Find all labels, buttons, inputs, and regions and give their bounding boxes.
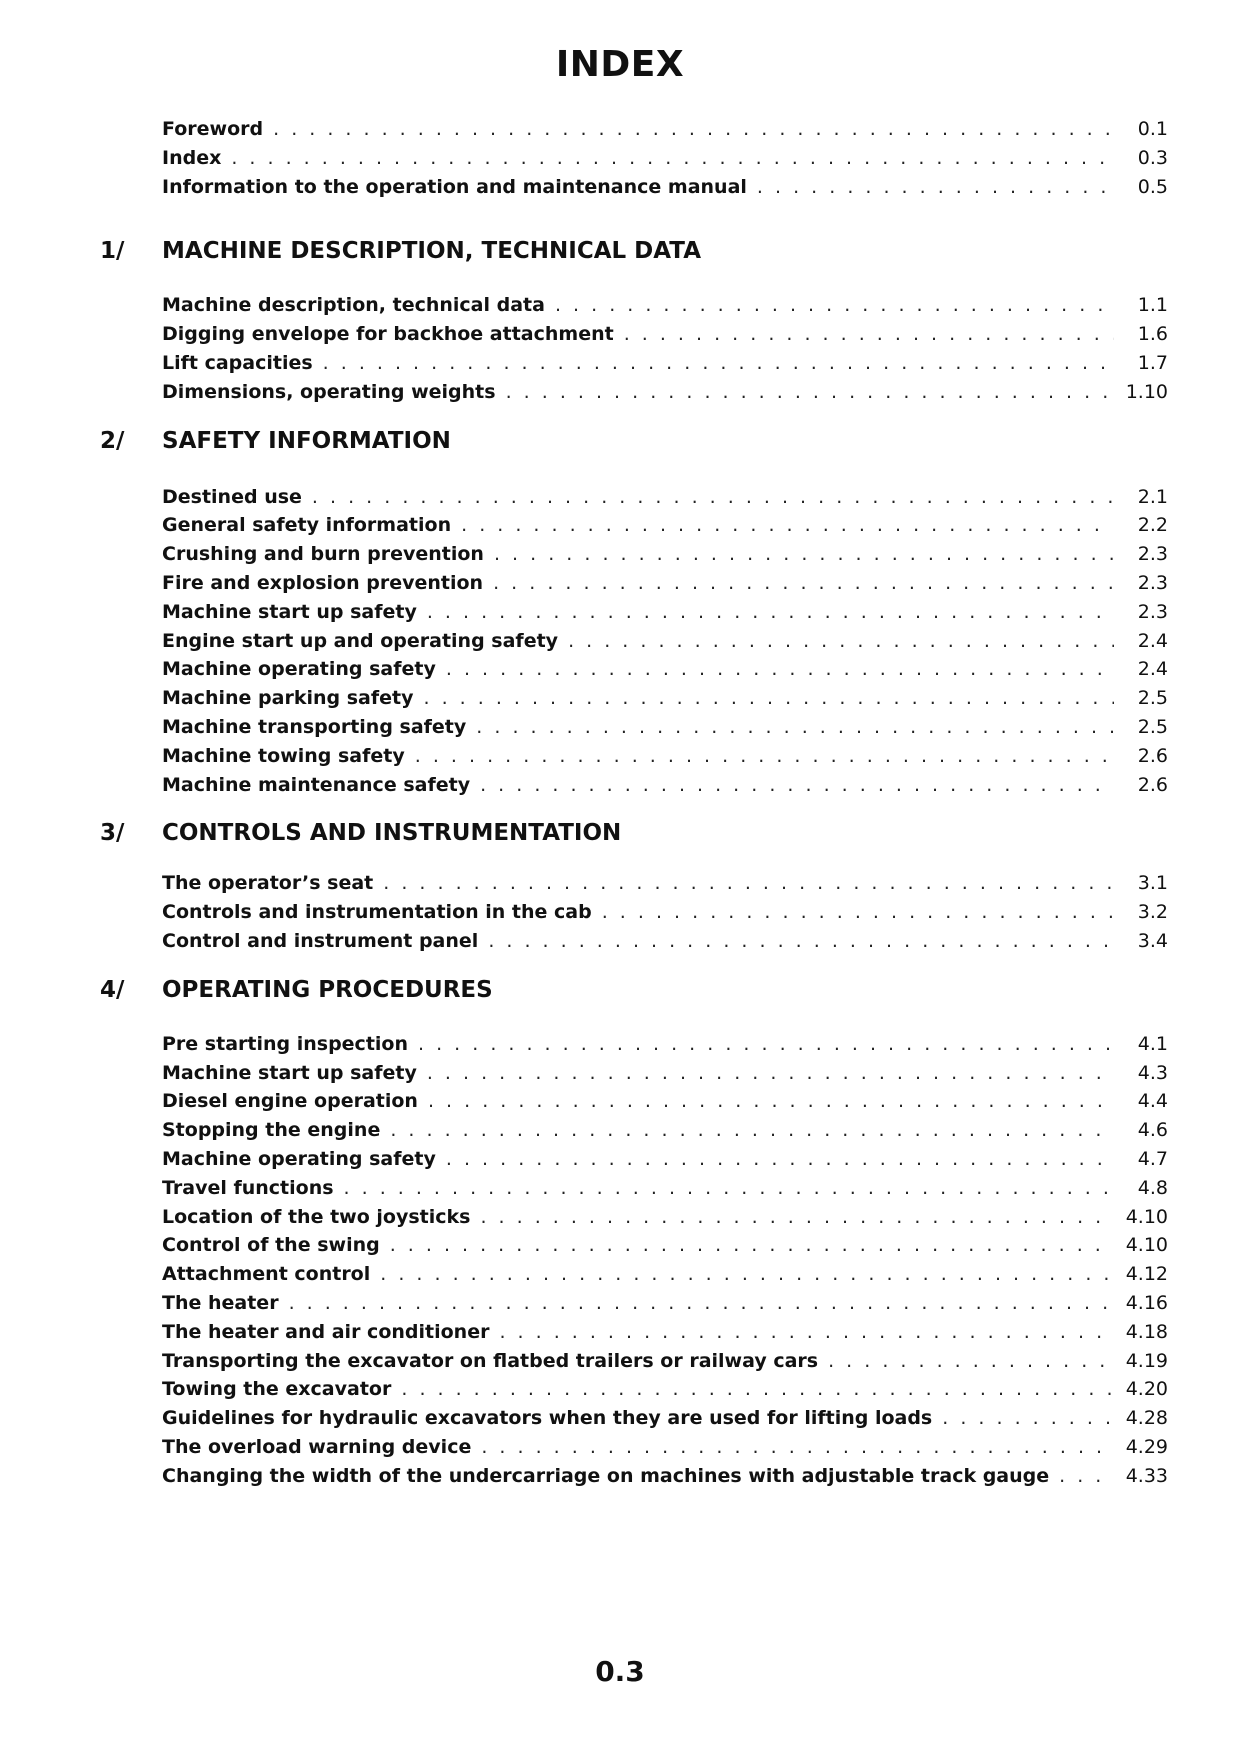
dot-leader	[488, 930, 1114, 952]
entry-label: Fire and explosion prevention	[162, 571, 484, 594]
entry-page: 1.1	[1137, 294, 1168, 317]
section-number: 3/	[100, 820, 125, 847]
toc-entry	[162, 1033, 1168, 1062]
entry-page: 1.10	[1125, 380, 1168, 403]
entry-page: 2.4	[1137, 629, 1168, 652]
dot-leader	[415, 745, 1114, 767]
section-title: CONTROLS AND INSTRUMENTATION	[162, 820, 622, 847]
entry-page: 4.19	[1125, 1349, 1168, 1372]
section-number: 1/	[100, 238, 125, 265]
toc-entry	[162, 872, 1168, 901]
entry-label: Destined use	[162, 485, 302, 508]
entry-page: 0.3	[1137, 146, 1168, 169]
dot-leader	[418, 1033, 1114, 1055]
toc-entry	[162, 687, 1168, 716]
section-heading	[100, 816, 1168, 850]
entry-label: Controls and instrumentation in the cab	[162, 901, 592, 924]
toc-entry	[162, 1234, 1168, 1263]
entry-label: Changing the width of the undercarriage on machines with adjustable track gauge	[162, 1464, 1050, 1487]
toc-entry	[162, 930, 1168, 959]
entry-page: 2.3	[1137, 543, 1168, 566]
entry-label: Control of the swing	[162, 1234, 380, 1257]
dot-leader	[446, 658, 1114, 680]
entry-label: Machine description, technical data	[162, 294, 545, 317]
entry-label: Machine towing safety	[162, 744, 405, 767]
toc-entry	[162, 118, 1168, 147]
entry-label: Guidelines for hydraulic excavators when they are used for lifting loads	[162, 1407, 933, 1430]
entry-page: 1.6	[1137, 323, 1168, 346]
entry-page: 4.3	[1137, 1061, 1168, 1084]
dot-leader	[344, 1177, 1114, 1199]
entry-page: 4.10	[1125, 1205, 1168, 1228]
entry-label: Engine start up and operating safety	[162, 629, 559, 652]
entry-label: Travel functions	[162, 1176, 334, 1199]
entry-page: 2.6	[1137, 744, 1168, 767]
entry-page: 0.1	[1137, 118, 1168, 140]
entry-page: 2.2	[1137, 514, 1168, 537]
entry-label: Machine start up safety	[162, 600, 417, 623]
dot-leader	[481, 1436, 1113, 1458]
entry-page: 2.3	[1137, 600, 1168, 623]
section-number: 2/	[100, 427, 125, 454]
entry-label: Location of the two joysticks	[162, 1205, 471, 1228]
dot-leader	[323, 352, 1114, 374]
entry-label: Machine transporting safety	[162, 715, 467, 738]
entry-page: 4.1	[1137, 1032, 1168, 1055]
toc-entry	[162, 1062, 1168, 1091]
entry-page: 1.7	[1137, 351, 1168, 374]
entry-page: 3.1	[1137, 872, 1168, 895]
section-number: 4/	[100, 976, 125, 1003]
dot-leader	[499, 1321, 1113, 1343]
dot-leader	[401, 1378, 1113, 1400]
dot-leader	[383, 872, 1114, 894]
page-title: INDEX	[555, 44, 685, 85]
entry-label: Towing the excavator	[162, 1378, 392, 1401]
entry-page: 4.16	[1125, 1291, 1168, 1314]
dot-leader	[555, 294, 1114, 316]
toc-entry	[162, 745, 1168, 774]
dot-leader	[757, 176, 1114, 198]
dot-leader	[273, 118, 1114, 140]
toc-entry	[162, 572, 1168, 601]
entry-label: Index	[162, 146, 222, 169]
dot-leader	[480, 1206, 1113, 1228]
toc-entry	[162, 1350, 1168, 1379]
toc-entry	[162, 352, 1168, 381]
toc-entry	[162, 1206, 1168, 1235]
entry-page: 2.1	[1137, 485, 1168, 508]
toc-entry	[162, 716, 1168, 745]
entry-page: 4.7	[1137, 1147, 1168, 1170]
section-heading	[100, 424, 1168, 458]
dot-leader	[312, 486, 1114, 508]
entry-page: 3.4	[1137, 929, 1168, 952]
entry-label: Control and instrument panel	[162, 929, 479, 952]
entry-page: 4.20	[1125, 1378, 1168, 1401]
toc-entry	[162, 1177, 1168, 1206]
section-heading	[100, 234, 1168, 268]
entry-page: 4.12	[1125, 1263, 1168, 1286]
toc-entry	[162, 1292, 1168, 1321]
section-title: OPERATING PROCEDURES	[162, 976, 493, 1003]
section-heading	[100, 973, 1168, 1007]
entry-page: 0.5	[1137, 175, 1168, 198]
toc-entry	[162, 1321, 1168, 1350]
entry-page: 2.4	[1137, 658, 1168, 681]
entry-page: 2.5	[1137, 687, 1168, 710]
entry-label: Machine operating safety	[162, 1147, 436, 1170]
dot-leader	[568, 630, 1114, 652]
toc-entry	[162, 774, 1168, 803]
entry-label: Stopping the engine	[162, 1119, 381, 1142]
entry-label: Digging envelope for backhoe attachment	[162, 323, 614, 346]
toc-entry	[162, 486, 1168, 515]
dot-leader	[424, 687, 1115, 709]
dot-leader	[461, 514, 1114, 536]
dot-leader	[942, 1407, 1113, 1429]
toc-entry	[162, 630, 1168, 659]
entry-page: 4.4	[1137, 1090, 1168, 1113]
entry-label: Transporting the excavator on flatbed trailers or railway cars	[162, 1349, 819, 1372]
toc-entry	[162, 1407, 1168, 1436]
dot-leader	[506, 381, 1114, 403]
entry-page: 4.10	[1125, 1234, 1168, 1257]
section-title: SAFETY INFORMATION	[162, 427, 451, 454]
toc-entry	[162, 514, 1168, 543]
entry-label: Foreword	[162, 118, 264, 140]
toc-entry	[162, 294, 1168, 323]
toc-entry	[162, 323, 1168, 352]
toc-entry	[162, 1090, 1168, 1119]
entry-label: Crushing and burn prevention	[162, 543, 484, 566]
entry-label: Machine maintenance safety	[162, 773, 471, 796]
dot-leader	[390, 1119, 1114, 1141]
table-of-contents	[100, 118, 1168, 1493]
toc-entry	[162, 1378, 1168, 1407]
entry-page: 4.33	[1125, 1464, 1168, 1487]
toc-entry	[162, 901, 1168, 930]
toc-entry	[162, 658, 1168, 687]
section-operating-procedures	[100, 973, 1168, 1494]
toc-entry	[162, 1465, 1168, 1494]
section-safety-information	[100, 424, 1168, 803]
dot-leader	[427, 1062, 1114, 1084]
entry-page: 4.8	[1137, 1176, 1168, 1199]
dot-leader	[602, 901, 1114, 923]
section-controls-instrumentation	[100, 816, 1168, 958]
dot-leader	[289, 1292, 1114, 1314]
entry-page: 3.2	[1137, 901, 1168, 924]
page-number: 0.3	[595, 1655, 645, 1688]
dot-leader	[446, 1148, 1114, 1170]
entry-page: 4.28	[1125, 1407, 1168, 1430]
entry-page: 2.6	[1137, 773, 1168, 796]
entry-label: Machine operating safety	[162, 658, 436, 681]
dot-leader	[380, 1263, 1113, 1285]
entry-label: Lift capacities	[162, 351, 313, 374]
entry-page: 2.3	[1137, 571, 1168, 594]
entry-label: The heater and air conditioner	[162, 1320, 490, 1343]
entry-page: 4.29	[1125, 1435, 1168, 1458]
toc-entry	[162, 601, 1168, 630]
intro-entries	[100, 118, 1168, 204]
dot-leader	[476, 716, 1114, 738]
dot-leader	[494, 543, 1114, 565]
toc-entry	[162, 147, 1168, 176]
entry-page: 4.6	[1137, 1119, 1168, 1142]
toc-entry	[162, 176, 1168, 205]
dot-leader	[624, 323, 1114, 345]
section-title: MACHINE DESCRIPTION, TECHNICAL DATA	[162, 238, 701, 265]
toc-entry	[162, 381, 1168, 410]
entry-label: Attachment control	[162, 1263, 371, 1286]
toc-entry	[162, 543, 1168, 572]
toc-entry	[162, 1119, 1168, 1148]
dot-leader	[828, 1350, 1114, 1372]
entry-label: The operator’s seat	[162, 872, 374, 895]
entry-page: 4.18	[1125, 1320, 1168, 1343]
entry-label: Information to the operation and maintenance manual	[162, 175, 747, 198]
dot-leader	[231, 147, 1114, 169]
dot-leader	[390, 1234, 1114, 1256]
toc-entry	[162, 1436, 1168, 1465]
entry-label: Machine parking safety	[162, 687, 414, 710]
entry-label: General safety information	[162, 514, 452, 537]
entry-label: Pre starting inspection	[162, 1032, 408, 1055]
entry-label: Machine start up safety	[162, 1061, 417, 1084]
entry-label: Diesel engine operation	[162, 1090, 418, 1113]
dot-leader	[493, 572, 1114, 594]
dot-leader	[427, 601, 1114, 623]
section-machine-description	[100, 234, 1168, 409]
toc-entry	[162, 1263, 1168, 1292]
entry-page: 2.5	[1137, 715, 1168, 738]
entry-label: The heater	[162, 1291, 279, 1314]
entry-label: The overload warning device	[162, 1435, 472, 1458]
dot-leader	[480, 774, 1114, 796]
entry-label: Dimensions, operating weights	[162, 380, 496, 403]
dot-leader	[428, 1090, 1114, 1112]
dot-leader	[1059, 1465, 1114, 1487]
toc-entry	[162, 1148, 1168, 1177]
